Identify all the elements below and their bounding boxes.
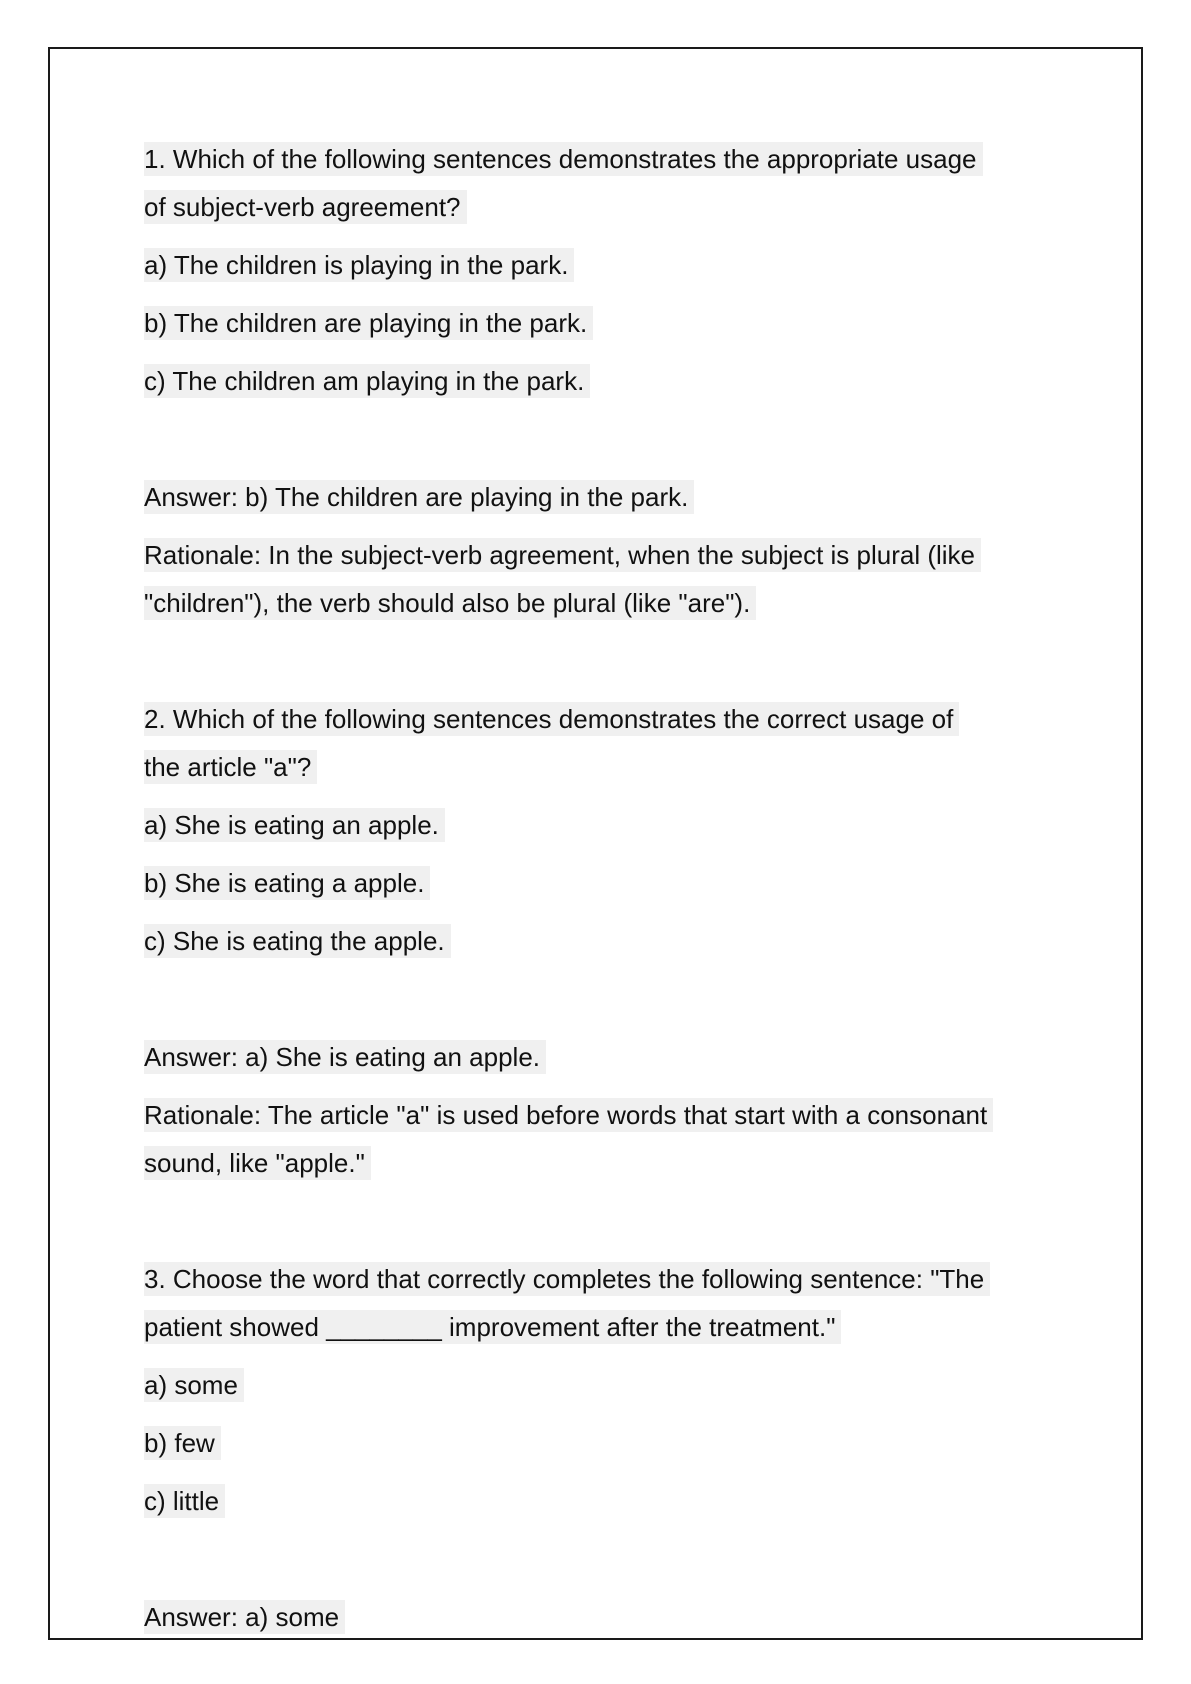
- question-2-rationale-line-1: Rationale: The article "a" is used before words that start with a consonant: [144, 1098, 993, 1132]
- question-3-option-a: a) some: [144, 1368, 244, 1402]
- question-block-2: [144, 702, 1069, 1180]
- question-1-rationale-line-1: Rationale: In the subject-verb agreement, when the subject is plural (like: [144, 538, 981, 572]
- question-1-line-1: 1. Which of the following sentences demonstrates the appropriate usage: [144, 142, 983, 176]
- question-1-option-c: c) The children am playing in the park.: [144, 364, 590, 398]
- question-3-answer: Answer: a) some: [144, 1600, 345, 1634]
- question-2-line-2: the article "a"?: [144, 750, 317, 784]
- question-3-line-2: patient showed ________ improvement after the treatment.": [144, 1310, 841, 1344]
- question-block-3: [144, 1262, 1069, 1634]
- question-2-option-b: b) She is eating a apple.: [144, 866, 430, 900]
- question-1-rationale-line-2: "children"), the verb should also be plural (like "are").: [144, 586, 756, 620]
- question-1-option-b: b) The children are playing in the park.: [144, 306, 593, 340]
- question-2-rationale-line-2: sound, like "apple.": [144, 1146, 371, 1180]
- question-3-option-c: c) little: [144, 1484, 225, 1518]
- question-2-option-c: c) She is eating the apple.: [144, 924, 451, 958]
- question-2-answer: Answer: a) She is eating an apple.: [144, 1040, 546, 1074]
- question-3-option-b: b) few: [144, 1426, 221, 1460]
- question-1-option-a: a) The children is playing in the park.: [144, 248, 574, 282]
- question-1-answer: Answer: b) The children are playing in the park.: [144, 480, 694, 514]
- question-block-1: [144, 142, 1069, 620]
- question-2-option-a: a) She is eating an apple.: [144, 808, 445, 842]
- question-2-line-1: 2. Which of the following sentences demonstrates the correct usage of: [144, 702, 959, 736]
- document-content: [144, 142, 1069, 1634]
- question-3-line-1: 3. Choose the word that correctly completes the following sentence: "The: [144, 1262, 990, 1296]
- question-1-line-2: of subject-verb agreement?: [144, 190, 467, 224]
